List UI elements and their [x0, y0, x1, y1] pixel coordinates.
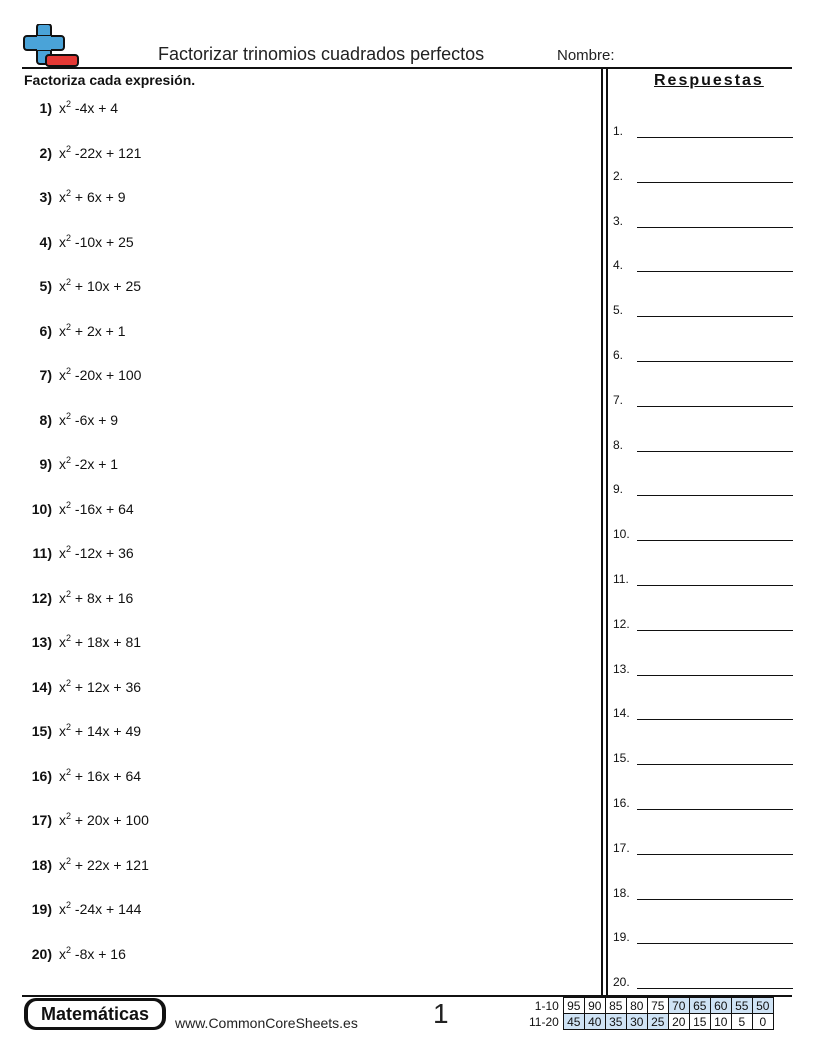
problem-expression: [59, 812, 149, 828]
score-table: [527, 997, 774, 1030]
answer-line[interactable]: [613, 344, 793, 362]
score-cell: 0: [752, 1014, 773, 1030]
exponent: 2: [66, 811, 72, 821]
answer-number: 1.: [613, 124, 624, 138]
score-cell: 30: [626, 1014, 647, 1030]
answer-line[interactable]: [613, 568, 793, 586]
problem-number: 11): [32, 545, 52, 561]
answer-blank[interactable]: [637, 809, 793, 810]
score-cell: 55: [731, 998, 752, 1014]
problem-number: 14): [31, 678, 52, 695]
variable: x: [59, 144, 66, 161]
expression-rest: -16x + 64: [74, 500, 134, 517]
score-cell: 25: [647, 1014, 668, 1030]
answer-blank[interactable]: [637, 316, 793, 317]
answer-number: 15.: [613, 751, 630, 766]
answer-number: 4.: [613, 258, 624, 273]
problem-number: 4): [39, 233, 52, 250]
answer-blank[interactable]: [637, 137, 793, 138]
problem-expression: [59, 145, 141, 161]
answer-blank[interactable]: [637, 899, 793, 900]
expression-rest: -6x + 9: [74, 411, 119, 428]
answer-line[interactable]: [613, 702, 793, 720]
exponent: 2: [66, 855, 72, 866]
answer-number: 5.: [613, 303, 624, 318]
expression-rest: + 8x + 16: [74, 589, 134, 606]
answer-blank[interactable]: [637, 585, 793, 586]
header-divider: [22, 67, 792, 69]
problem-number: 15): [31, 723, 52, 739]
exponent: 2: [66, 321, 72, 332]
problem-item: [22, 412, 582, 434]
answer-line[interactable]: [613, 389, 793, 407]
name-label: Nombre:: [557, 47, 615, 64]
problem-number: 16): [31, 767, 52, 784]
problem-item: [22, 100, 582, 122]
problem-item: [22, 590, 582, 612]
variable: x: [59, 233, 66, 250]
problem-expression: [59, 679, 141, 695]
variable: x: [59, 367, 66, 383]
problem-expression: [59, 367, 141, 383]
problem-item: [22, 946, 582, 968]
problem-item: [22, 545, 582, 567]
answer-number: 17.: [613, 840, 630, 855]
problem-expression: [59, 456, 118, 472]
problem-item: [22, 857, 582, 879]
brand-badge: [24, 998, 166, 1030]
variable: x: [59, 634, 66, 650]
answer-number: 2.: [613, 168, 624, 183]
answer-blank[interactable]: [637, 227, 793, 228]
answer-line[interactable]: [613, 299, 793, 317]
problem-number: 9): [39, 456, 52, 472]
problem-number: 7): [39, 367, 52, 383]
problem-number: 3): [39, 189, 52, 205]
score-cell: 15: [689, 1014, 710, 1030]
problem-expression: [59, 501, 134, 517]
exponent: 2: [66, 99, 72, 109]
problem-expression: [59, 234, 134, 250]
problem-expression: [59, 323, 126, 339]
answer-line[interactable]: [613, 613, 793, 631]
answer-number: 10.: [613, 527, 630, 542]
score-cell: 85: [605, 998, 626, 1014]
answer-number: 9.: [613, 482, 624, 497]
answer-blank[interactable]: [637, 361, 793, 362]
score-cell: 70: [668, 998, 689, 1014]
variable: x: [59, 945, 66, 962]
problem-number: 2): [39, 144, 52, 161]
problem-item: [22, 456, 582, 478]
exponent: 2: [66, 900, 72, 910]
score-range-label: 1-10: [534, 998, 559, 1013]
exponent: 2: [66, 499, 72, 510]
problem-number: 17): [31, 812, 52, 828]
expression-rest: + 22x + 121: [74, 856, 149, 873]
answer-blank[interactable]: [637, 271, 793, 272]
problem-number: 5): [39, 278, 52, 294]
answer-line[interactable]: [613, 658, 793, 676]
variable: x: [59, 456, 66, 472]
answer-line[interactable]: [613, 792, 793, 810]
problem-expression: [59, 946, 126, 962]
expression-rest: -24x + 144: [74, 901, 142, 917]
answer-number: 7.: [613, 392, 624, 407]
score-cell: 90: [584, 998, 605, 1014]
answer-number: 16.: [613, 796, 630, 810]
problem-number: 10): [31, 500, 52, 517]
answer-number: 8.: [613, 437, 624, 452]
problem-expression: [59, 590, 133, 606]
expression-rest: -2x + 1: [74, 456, 119, 472]
answer-number: 3.: [613, 213, 624, 228]
exponent: 2: [66, 455, 72, 465]
problem-expression: [59, 412, 118, 428]
expression-rest: -10x + 25: [74, 233, 134, 250]
score-range-label: 11-20: [529, 1014, 559, 1029]
answer-blank[interactable]: [637, 764, 793, 765]
expression-rest: + 2x + 1: [74, 322, 126, 339]
variable: x: [59, 411, 66, 428]
variable: x: [59, 278, 66, 294]
expression-rest: + 18x + 81: [74, 634, 142, 650]
problem-item: [22, 679, 582, 701]
score-cell: 65: [689, 998, 710, 1014]
answer-line[interactable]: [613, 254, 793, 272]
brand-label: Matemáticas: [28, 1001, 162, 1027]
answer-line[interactable]: [613, 210, 793, 228]
page-title: Factorizar trinomios cuadrados perfectos: [158, 44, 485, 64]
exponent: 2: [66, 366, 72, 376]
answer-number: 19.: [613, 930, 630, 945]
problem-expression: [59, 545, 134, 561]
variable: x: [59, 322, 66, 339]
plus-minus-logo-icon: [22, 24, 80, 68]
expression-rest: + 10x + 25: [74, 278, 142, 294]
exponent: 2: [66, 410, 72, 421]
problem-number: 12): [31, 589, 52, 606]
problem-number: 13): [31, 634, 52, 650]
problem-expression: [59, 100, 118, 116]
expression-rest: -22x + 121: [74, 144, 142, 161]
problem-item: [22, 768, 582, 790]
exponent: 2: [66, 544, 72, 554]
answer-number: 12.: [613, 616, 630, 631]
column-divider: [601, 68, 603, 995]
score-cell: 20: [668, 1014, 689, 1030]
answer-number: 20.: [613, 975, 630, 990]
expression-rest: -4x + 4: [74, 100, 119, 116]
answer-blank[interactable]: [637, 495, 793, 496]
problem-expression: [59, 768, 141, 784]
score-cell: 45: [563, 1014, 584, 1030]
variable: x: [59, 812, 66, 828]
answer-line[interactable]: [613, 165, 793, 183]
answer-line[interactable]: [613, 747, 793, 765]
variable: x: [59, 189, 66, 205]
score-cell: 60: [710, 998, 731, 1014]
expression-rest: + 6x + 9: [74, 189, 126, 205]
score-cell: 95: [563, 998, 584, 1014]
score-cell: 75: [647, 998, 668, 1014]
problem-item: [22, 323, 582, 345]
column-divider: [606, 68, 608, 995]
answer-blank[interactable]: [637, 451, 793, 452]
problem-item: [22, 634, 582, 656]
exponent: 2: [66, 677, 72, 688]
answers-title: Respuestas: [654, 72, 764, 89]
problem-number: 1): [39, 100, 52, 116]
variable: x: [59, 856, 66, 873]
exponent: 2: [66, 944, 72, 955]
problem-expression: [59, 634, 141, 650]
problem-item: [22, 901, 582, 923]
problem-item: [22, 501, 582, 523]
variable: x: [59, 723, 66, 739]
score-row: [527, 998, 773, 1014]
answer-line[interactable]: [613, 434, 793, 452]
answer-number: 11.: [613, 572, 629, 586]
expression-rest: + 12x + 36: [74, 678, 142, 695]
problem-expression: [59, 723, 141, 739]
problem-expression: [59, 901, 141, 917]
problem-expression: [59, 278, 141, 294]
expression-rest: -12x + 36: [74, 545, 134, 561]
exponent: 2: [66, 143, 72, 154]
answer-number: 13.: [613, 661, 630, 676]
answer-blank[interactable]: [637, 988, 793, 989]
problem-number: 6): [39, 322, 52, 339]
variable: x: [59, 100, 66, 116]
exponent: 2: [66, 232, 72, 243]
score-cell: 80: [626, 998, 647, 1014]
score-cell: 35: [605, 1014, 626, 1030]
answer-blank[interactable]: [637, 719, 793, 720]
score-cell: 5: [731, 1014, 752, 1030]
exponent: 2: [66, 633, 72, 643]
page-number: 1: [433, 998, 449, 1029]
expression-rest: -20x + 100: [74, 367, 142, 383]
answer-blank[interactable]: [637, 675, 793, 676]
score-cell: 10: [710, 1014, 731, 1030]
answer-line[interactable]: [613, 926, 793, 944]
exponent: 2: [66, 188, 72, 198]
score-row: [527, 1014, 773, 1030]
answer-line[interactable]: [613, 882, 793, 900]
problem-expression: [59, 189, 126, 205]
variable: x: [59, 901, 66, 917]
problem-number: 19): [31, 901, 52, 917]
problem-item: [22, 278, 582, 300]
expression-rest: -8x + 16: [74, 945, 126, 962]
expression-rest: + 14x + 49: [74, 723, 142, 739]
variable: x: [59, 589, 66, 606]
exponent: 2: [66, 766, 72, 777]
expression-rest: + 16x + 64: [74, 767, 142, 784]
problem-number: 20): [31, 945, 52, 962]
problem-item: [22, 189, 582, 211]
problem-number: 18): [31, 856, 52, 873]
variable: x: [59, 767, 66, 784]
problem-number: 8): [39, 411, 52, 428]
answer-number: 18.: [613, 885, 630, 900]
variable: x: [59, 545, 66, 561]
problem-item: [22, 145, 582, 167]
problem-item: [22, 234, 582, 256]
problem-item: [22, 812, 582, 834]
expression-rest: + 20x + 100: [74, 812, 149, 828]
score-cell: 50: [752, 998, 773, 1014]
answer-blank[interactable]: [637, 182, 793, 183]
answer-line[interactable]: [613, 837, 793, 855]
answer-line[interactable]: [613, 120, 793, 138]
instructions: Factoriza cada expresión.: [24, 72, 196, 88]
answer-blank[interactable]: [637, 943, 793, 944]
variable: x: [59, 678, 66, 695]
problem-item: [22, 723, 582, 745]
answer-blank[interactable]: [637, 540, 793, 541]
answer-blank[interactable]: [637, 854, 793, 855]
site-url: www.CommonCoreSheets.es: [175, 1015, 358, 1031]
problem-item: [22, 367, 582, 389]
answer-blank[interactable]: [637, 406, 793, 407]
variable: x: [59, 500, 66, 517]
answer-number: 14.: [613, 706, 630, 721]
exponent: 2: [66, 588, 72, 599]
score-cell: 40: [584, 1014, 605, 1030]
problem-expression: [59, 857, 149, 873]
exponent: 2: [66, 277, 72, 287]
answer-line[interactable]: [613, 478, 793, 496]
answer-line[interactable]: [613, 971, 793, 989]
answer-blank[interactable]: [637, 630, 793, 631]
exponent: 2: [66, 722, 72, 732]
answer-line[interactable]: [613, 523, 793, 541]
answer-number: 6.: [613, 348, 624, 362]
